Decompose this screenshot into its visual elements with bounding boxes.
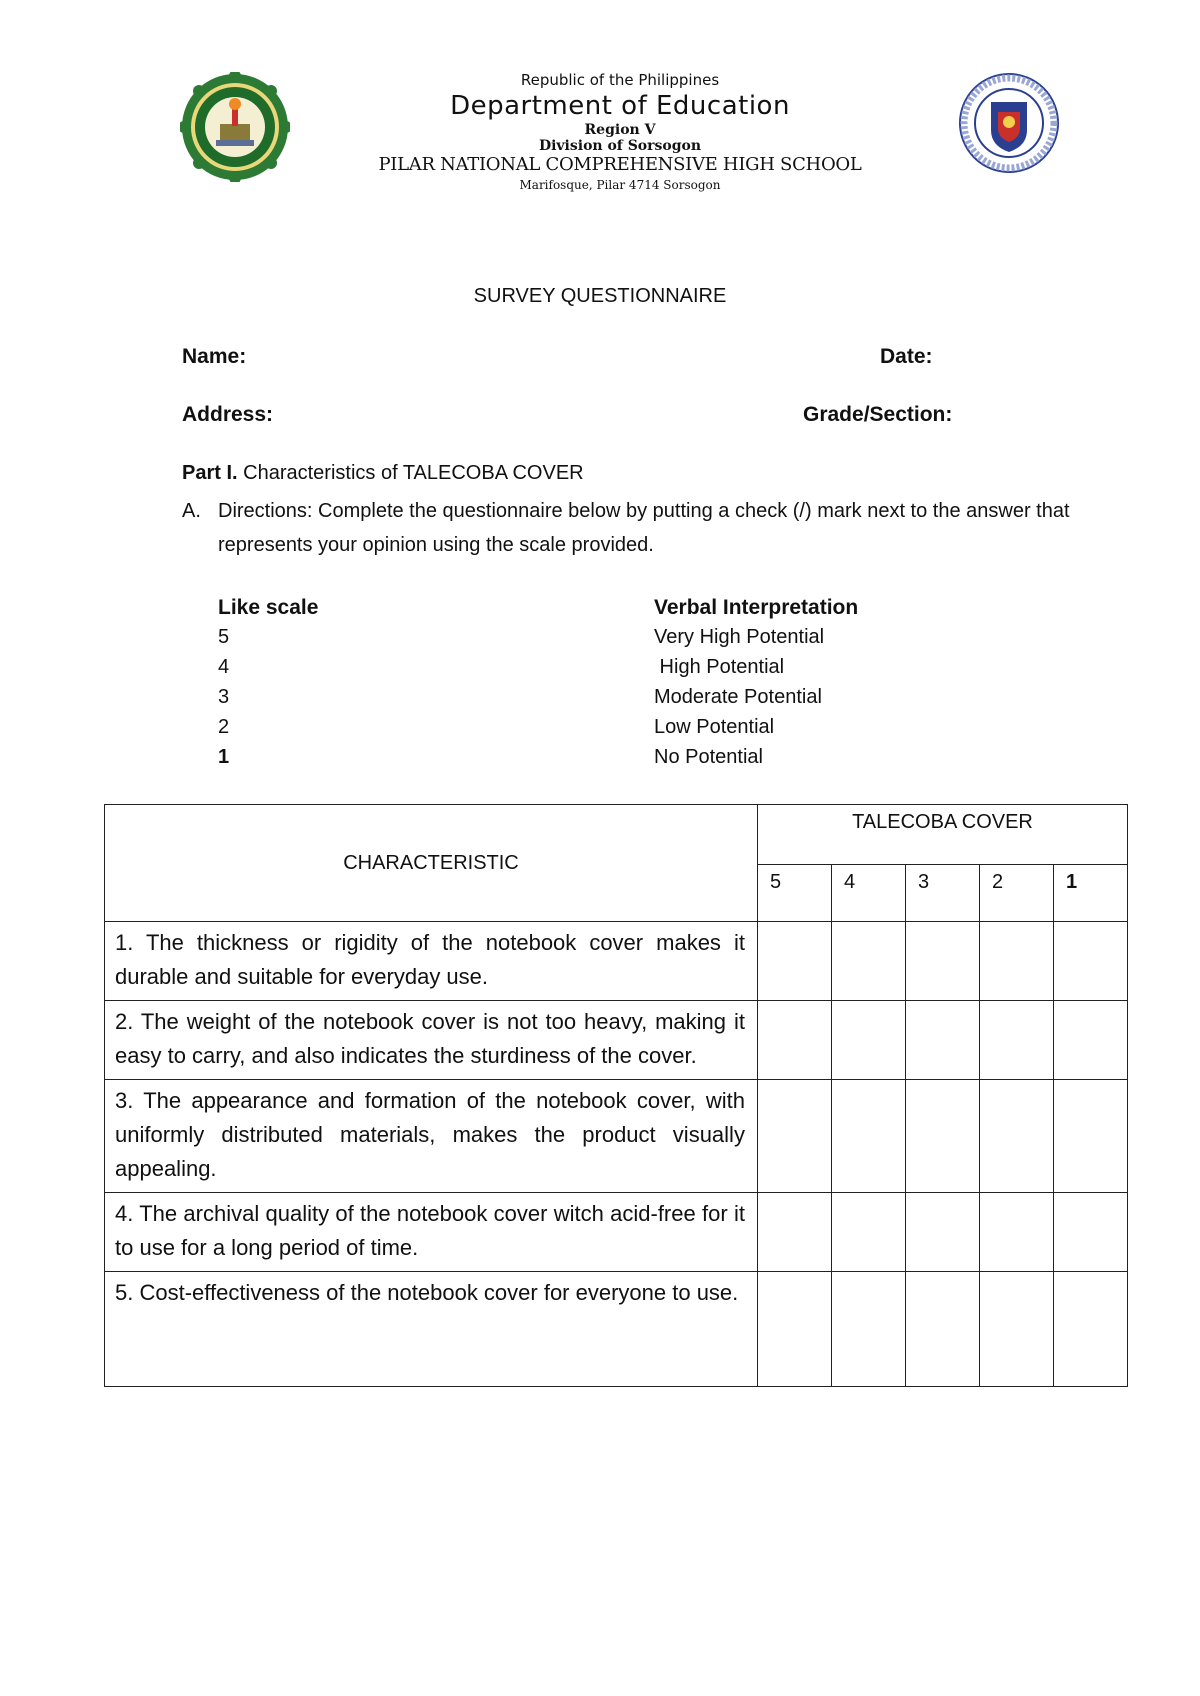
rating-column-header: 3 — [905, 865, 979, 922]
rating-cell[interactable] — [757, 1080, 831, 1193]
rating-cell[interactable] — [1053, 922, 1127, 1001]
rating-cell[interactable] — [831, 1080, 905, 1193]
scale-legend — [218, 596, 918, 776]
republic-line: Republic of the Philippines — [520, 71, 720, 89]
survey-table — [104, 804, 1128, 1387]
scale-value: 5 — [218, 626, 230, 648]
department-name: Department of Education — [450, 91, 790, 121]
rating-cell[interactable] — [831, 1193, 905, 1272]
characteristic-header: CHARACTERISTIC — [105, 805, 758, 922]
rating-cell[interactable] — [757, 1272, 831, 1387]
scale-row — [218, 656, 918, 686]
directions-text: Directions: Complete the questionnaire below by putting a check (/) mark next to the answer that represents your opinion using the scale provided. — [218, 500, 1070, 556]
name-label: Name: — [182, 345, 247, 368]
address-label: Address: — [182, 403, 274, 426]
scale-interp: Very High Potential — [654, 626, 825, 648]
table-row — [105, 1001, 1128, 1080]
table-row — [105, 1080, 1128, 1193]
scale-interp: Moderate Potential — [654, 686, 822, 708]
scale-interp: Low Potential — [654, 716, 775, 738]
scale-interp: No Potential — [654, 746, 763, 768]
table-row — [105, 1272, 1128, 1387]
scale-header-row — [218, 596, 918, 626]
rating-cell[interactable] — [979, 922, 1053, 1001]
scale-header-interp: Verbal Interpretation — [654, 596, 859, 619]
question-cell: 2. The weight of the notebook cover is not too heavy, making it easy to carry, and also indicates the sturdiness of the cover. — [105, 1001, 758, 1080]
question-cell: 5. Cost-effectiveness of the notebook cover for everyone to use. — [105, 1272, 758, 1387]
rating-cell[interactable] — [1053, 1193, 1127, 1272]
rating-cell[interactable] — [757, 922, 831, 1001]
rating-cell[interactable] — [757, 1001, 831, 1080]
question-cell: 1. The thickness or rigidity of the notebook cover makes it durable and suitable for everyday use. — [105, 922, 758, 1001]
rating-column-header: 5 — [757, 865, 831, 922]
talecoba-header: TALECOBA COVER — [757, 805, 1127, 865]
rating-column-header: 4 — [831, 865, 905, 922]
rating-cell[interactable] — [831, 1001, 905, 1080]
question-cell: 3. The appearance and formation of the notebook cover, with uniformly distributed materials, makes the product visually appealing. — [105, 1080, 758, 1193]
letterhead — [300, 70, 940, 194]
scale-value: 1 — [218, 746, 230, 768]
rating-column-header: 1 — [1053, 865, 1127, 922]
rating-cell[interactable] — [905, 922, 979, 1001]
rating-cell[interactable] — [905, 1193, 979, 1272]
question-cell: 4. The archival quality of the notebook cover witch acid-free for it to use for a long period of time. — [105, 1193, 758, 1272]
document-title: SURVEY QUESTIONNAIRE — [473, 285, 727, 307]
part-text: Characteristics of TALECOBA COVER — [237, 462, 584, 484]
rating-cell[interactable] — [979, 1272, 1053, 1387]
rating-cell[interactable] — [979, 1193, 1053, 1272]
rating-cell[interactable] — [1053, 1001, 1127, 1080]
deped-seal-icon — [958, 72, 1060, 174]
date-label: Date: — [880, 345, 933, 368]
rating-column-header: 2 — [979, 865, 1053, 922]
rating-cell[interactable] — [831, 922, 905, 1001]
school-address: Marifosque, Pilar 4714 Sorsogon — [519, 178, 721, 192]
table-header-row — [105, 805, 1128, 865]
division-line: Division of Sorsogon — [538, 138, 702, 154]
region-line: Region V — [584, 122, 656, 138]
rating-cell[interactable] — [979, 1080, 1053, 1193]
scale-interp: High Potential — [654, 656, 785, 678]
part-label: Part I. — [182, 462, 238, 484]
table-row — [105, 922, 1128, 1001]
rating-cell[interactable] — [905, 1001, 979, 1080]
rating-cell[interactable] — [831, 1272, 905, 1387]
rating-cell[interactable] — [905, 1272, 979, 1387]
rating-cell[interactable] — [1053, 1080, 1127, 1193]
directions-letter: A. — [182, 500, 201, 522]
table-row — [105, 1193, 1128, 1272]
rating-cell[interactable] — [979, 1001, 1053, 1080]
part-heading — [182, 462, 584, 485]
scale-row — [218, 626, 918, 656]
scale-row — [218, 716, 918, 746]
school-seal-icon — [180, 72, 290, 182]
scale-value: 2 — [218, 716, 230, 738]
rating-cell[interactable] — [905, 1080, 979, 1193]
directions — [182, 494, 1082, 562]
scale-row — [218, 686, 918, 716]
school-name: PILAR NATIONAL COMPREHENSIVE HIGH SCHOOL — [378, 154, 862, 175]
scale-header-value: Like scale — [218, 596, 319, 619]
grade-section-label: Grade/Section: — [803, 403, 953, 426]
scale-value: 3 — [218, 686, 230, 708]
rating-cell[interactable] — [757, 1193, 831, 1272]
scale-row — [218, 746, 918, 776]
rating-cell[interactable] — [1053, 1272, 1127, 1387]
scale-value: 4 — [218, 656, 230, 678]
